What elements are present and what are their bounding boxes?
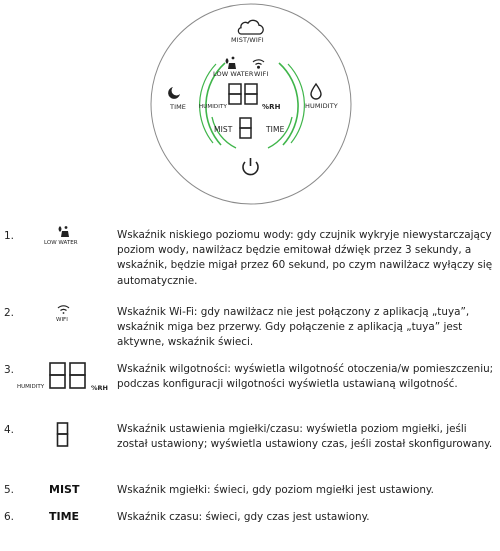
item-description: Wskaźnik wilgotności: wyświetla wilgotność otoczenia/w pomieszczeniu; podczas konfiguracji wilgotności wyświetla ustawianą wilgotność. — [117, 363, 494, 391]
control-panel — [0, 0, 500, 210]
percent-rh-label: %RH — [262, 103, 281, 111]
item-number: 6. — [4, 511, 15, 523]
item-number: 1. — [4, 230, 15, 242]
low-water-caption: LOW WATER — [44, 240, 78, 246]
time-caption: TIME — [49, 510, 80, 523]
item-description: Wskaźnik ustawienia mgiełki/czasu: wyświetla poziom mgiełki, jeśli został ustawiony; wyświetla ustawiony czas, jeśli został skonfigurowany. — [117, 423, 493, 451]
item-description: Wskaźnik mgiełki: świeci, gdy poziom mgiełki jest ustawiony. — [117, 484, 434, 496]
mist-wifi-label: MIST/WIFI — [231, 36, 264, 44]
humidity-caption: HUMIDITY — [17, 384, 45, 390]
low-water-label: LOW WATER — [213, 70, 254, 78]
time-left-label: TIME — [170, 103, 187, 111]
wifi-icon — [57, 304, 70, 314]
wifi-label: WIFI — [254, 70, 269, 78]
item-description: Wskaźnik czasu: świeci, gdy czas jest ustawiony. — [117, 511, 370, 523]
percent-rh-caption: %RH — [91, 384, 108, 392]
humidity-inner-label: HUMIDITY — [199, 104, 227, 110]
control-panel-graphic — [0, 0, 500, 210]
low-water-icon — [58, 226, 72, 238]
item-number: 4. — [4, 424, 15, 436]
mist-caption: MIST — [49, 483, 80, 496]
item-number: 2. — [4, 307, 15, 319]
mist-inner-label: MIST — [214, 125, 233, 134]
item-description: Wskaźnik niskiego poziomu wody: gdy czujnik wykryje niewystarczający poziom wody, nawilżacz będzie emitował dźwięk przez 3 sekundy, a wskaźnik, będzie migał przez 60 sekund, po czym nawilżacz wyłączy się automatycznie. — [117, 229, 493, 287]
item-number: 5. — [4, 484, 15, 496]
item-number: 3. — [4, 364, 15, 376]
time-inner-label: TIME — [266, 125, 285, 134]
humidity-right-label: HUMIDITY — [305, 102, 338, 110]
humidity-7seg-icon — [49, 362, 87, 390]
item-description: Wskaźnik Wi-Fi: gdy nawilżacz nie jest połączony z aplikacją „tuya”, wskaźnik miga bez przerwy. Gdy połączenie z aplikacją „tuya” jest aktywne, wskaźnik świeci. — [117, 306, 470, 349]
wifi-caption: WIFI — [56, 317, 68, 323]
mist-time-7seg-icon — [56, 422, 70, 448]
